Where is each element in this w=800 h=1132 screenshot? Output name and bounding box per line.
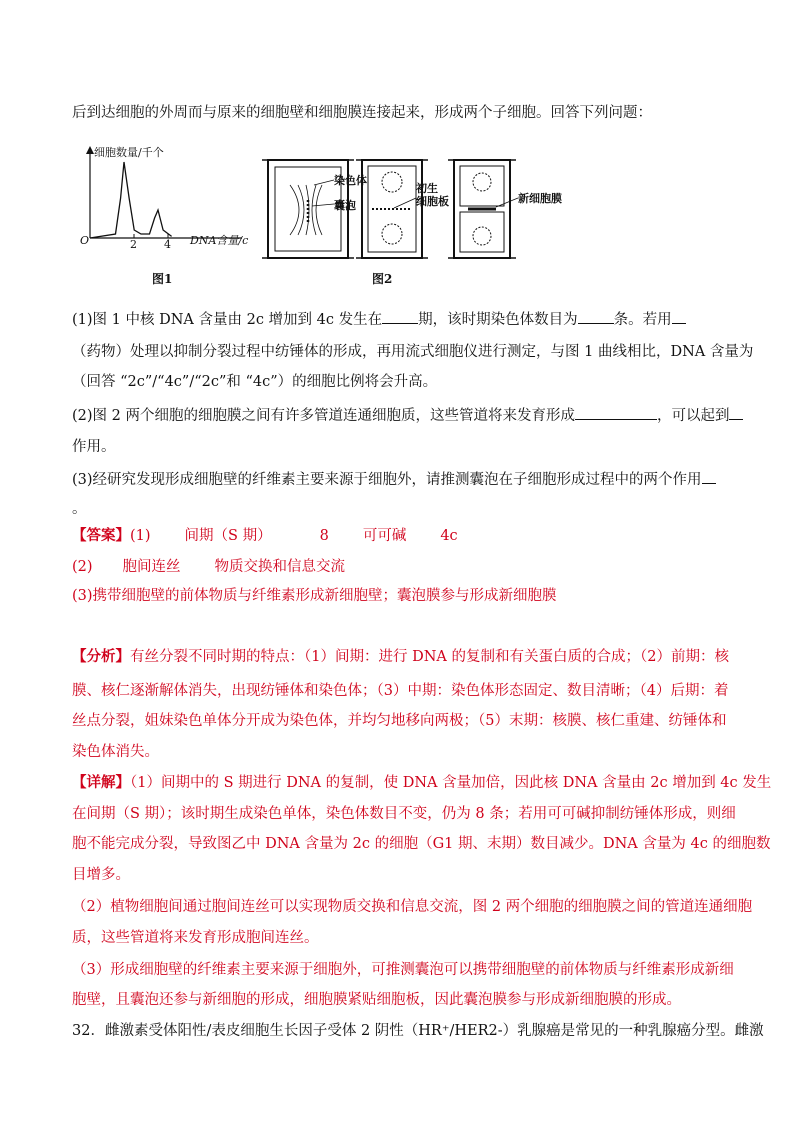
- figure2-diagram: [262, 160, 518, 258]
- fig2-label-new-membrane: 新细胞膜: [518, 192, 562, 205]
- analysis-text-1: 有丝分裂不同时期的特点：（1）间期：进行 DNA 的复制和有关蛋白质的合成；（2）前期：核: [130, 649, 729, 665]
- detail-line6: 质，这些管道将来发育形成胞间连丝。: [72, 930, 319, 946]
- fig1-ylabel: 细胞数量/千个: [94, 146, 164, 159]
- q2-blank-2: [729, 405, 743, 420]
- detail-line7: （3）形成细胞壁的纤维素主要来源于细胞外，可推测囊泡可以携带细胞壁的前体物质与纤维素形成新细: [72, 962, 734, 978]
- detail-line5: （2）植物细胞间通过胞间连丝可以实现物质交换和信息交流，图 2 两个细胞的细胞膜之间的管道连通细胞: [72, 899, 753, 915]
- detail-line1: [72, 773, 771, 793]
- figure-area: [72, 140, 592, 290]
- fig2-label-primary: 初生: [416, 182, 438, 195]
- answer-2-2: 物质交换和信息交流: [214, 559, 346, 575]
- q1-blank-1: [382, 309, 418, 324]
- q1-line3: （回答 “2c”/“4c”/“2c”和 “4c”）的细胞比例将会升高。: [72, 374, 438, 390]
- answer-2-1: 胞间连丝: [122, 559, 181, 575]
- q3-line1: [72, 469, 716, 490]
- figures-svg: [72, 140, 592, 290]
- answer-1-3: 可可碱: [362, 528, 407, 544]
- answer-2-num: (2): [72, 559, 93, 575]
- q1-blank-2: [578, 309, 614, 324]
- analysis-tag: 【分析】: [72, 648, 130, 665]
- q2-blank-1: [575, 405, 657, 420]
- q32-line1: 32．雌激素受体阳性/表皮细胞生长因子受体 2 阴性（HR⁺/HER2-）乳腺癌是常见的一种乳腺癌分型。雌激: [72, 1023, 764, 1039]
- analysis-line1: [72, 647, 729, 667]
- q3-blank: [702, 469, 716, 484]
- answer-1-num: (1): [130, 528, 151, 544]
- analysis-line3: 丝点分裂，姐妹染色单体分开成为染色体，并均匀地移向两极；（5）末期：核膜、核仁重建、纺锤体和: [72, 713, 727, 729]
- q3-text: (3)经研究发现形成细胞壁的纤维素主要来源于细胞外，请推测囊泡在子细胞形成过程中的两个作用: [72, 472, 702, 488]
- answer-1-1: 间期（S 期）: [184, 528, 272, 544]
- answer-line3: (3)携带细胞壁的前体物质与纤维素形成新细胞壁；囊泡膜参与形成新细胞膜: [72, 588, 557, 604]
- detail-line4: 目增多。: [72, 867, 130, 883]
- q3-line2: 。: [72, 501, 87, 517]
- q1-text-b: 期，该时期染色体数目为: [418, 312, 578, 328]
- answer-line2: [72, 557, 345, 577]
- answer-1-2: 8: [319, 528, 329, 544]
- intro-text: 后到达细胞的外周而与原来的细胞壁和细胞膜连接起来，形成两个子细胞。回答下列问题：: [72, 105, 652, 121]
- detail-text-1: （1）间期中的 S 期进行 DNA 的复制，使 DNA 含量加倍，因此核 DNA 含量由 2c 增加到 4c 发生: [130, 775, 772, 791]
- answer-tag: 【答案】: [72, 527, 130, 544]
- analysis-line4: 染色体消失。: [72, 744, 159, 760]
- analysis-line2: 膜、核仁逐渐解体消失，出现纺锤体和染色体；（3）中期：染色体形态固定、数目清晰；（4）后期：着: [72, 683, 729, 699]
- fig1-origin: O: [80, 234, 90, 247]
- q2-line2: 作用。: [72, 439, 116, 455]
- fig2-label-cellplate: 细胞板: [416, 195, 449, 208]
- q1-text-c: 条。若用: [613, 312, 672, 328]
- q1-line1: [72, 309, 686, 330]
- q2-line1: [72, 405, 743, 426]
- fig1-y-arrow: [86, 146, 94, 154]
- fig1-xlabel: DNA含量/c: [190, 234, 249, 247]
- detail-line2: 在间期（S 期）；该时期生成染色单体，染色体数目不变，仍为 8 条；若用可可碱抑制纺锤体形成，则细: [72, 806, 736, 822]
- answer-1-4: 4c: [440, 528, 458, 544]
- q1-line2: （药物）处理以抑制分裂过程中纺锤体的形成，再用流式细胞仪进行测定，与图 1 曲线相比，DNA 含量为: [72, 344, 754, 360]
- answer-line1: [72, 526, 458, 546]
- fig1-curve: [90, 162, 172, 238]
- fig2-label-chromosome: 染色体: [334, 174, 367, 187]
- q1-text-a: (1)图 1 中核 DNA 含量由 2c 增加到 4c 发生在: [72, 312, 383, 328]
- fig1-caption: 图1: [152, 272, 173, 286]
- q1-blank-3: [672, 309, 686, 324]
- fig1-tick-label-4: 4: [164, 238, 171, 251]
- fig2-label-vesicle: 囊泡: [334, 199, 356, 212]
- q2-text-a: (2)图 2 两个细胞的细胞膜之间有许多管道连通细胞质，这些管道将来发育形成: [72, 408, 575, 424]
- fig1-tick-label-2: 2: [130, 238, 137, 251]
- detail-line3: 胞不能完成分裂，导致图乙中 DNA 含量为 2c 的细胞（G1 期、末期）数目减少。DNA 含量为 4c 的细胞数: [72, 836, 771, 852]
- q2-text-b: ，可以起到: [656, 408, 730, 424]
- detail-tag: 【详解】: [72, 774, 130, 791]
- fig2-caption: 图2: [372, 272, 393, 286]
- detail-line8: 胞壁，且囊泡还参与新细胞的形成，细胞膜紧贴细胞板，因此囊泡膜参与形成新细胞膜的形成。: [72, 992, 681, 1008]
